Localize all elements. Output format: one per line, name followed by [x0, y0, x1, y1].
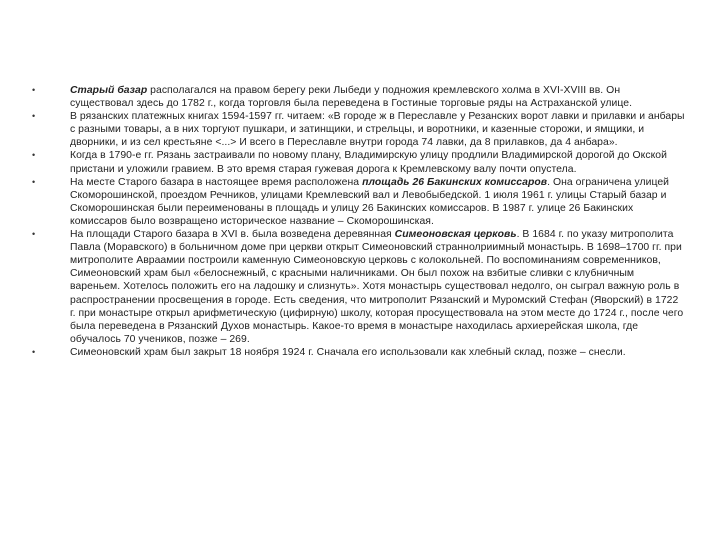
bullet-list	[30, 84, 686, 359]
paragraph-text: . Она ограничена улицей Скоморошинской, проездом Речников, улицами Кремлевский вал и Левобыбедской. 1 июля 1961 г. улицы Старый базар и Скоморошинская были переименованы в площадь и улицу 26 Бакинских комиссаров. В 1987 г. улице 26 Бакинских комиссаров было возвращено историческое название – Скоморошинская.	[70, 176, 670, 227]
paragraph-text: . В 1684 г. по указу митрополита Павла (Моравского) в больничном доме при церкви открыт Симеоновский страннолриимный монастырь. В 1698–1700 гг. при митрополите Авраамии построили каменную Симеоновскую церковь с колокольней. По воспоминаниям современников, Симеоновский храм был «белоснежный, с красными наличниками. Он был похож на взбитые сливки с клубничным вареньем. Хотелось положить его на ладошку и слизнуть». Хотя монастырь существовал недолго, он сыграл важную роль в распространении просвещения в городе. Есть сведения, что митрополит Рязанский и Муромский Стефан (Яворский) в 1722 г. при монастыре открыл арифметическую (цифирную) школу, которая просуществовала на этом месте до 1724 г., после чего была переведена в Рязанский Духов монастырь. Какое-то время в монастыре находилась архиерейская школа, где обучалось 70 учеников, позже – 269.	[70, 229, 684, 345]
highlight-term: Симеоновская церковь	[394, 229, 517, 241]
bullet-item	[30, 110, 686, 149]
slide-body	[30, 84, 686, 359]
bullet-item	[30, 149, 686, 175]
paragraph-text: На месте Старого базара в настоящее время расположена	[70, 176, 363, 188]
bullet-item	[30, 346, 686, 359]
paragraph-text: В рязанских платежных книгах 1594-1597 гг. читаем: «В городе ж в Переславле у Резанских ворот лавки и прилавки и анбары с разными товары, а в них торгуют пушкари, и затинщики, и стрельцы, и воротники, и казенные сторожи, и ямщики, и дворники, и из сел крестьяне <...> И всего в Переславле внутри города 74 лавки, да 8 прилавков, да 4 анбара».	[70, 111, 685, 149]
paragraph-text: Симеоновский храм был закрыт 18 ноября 1924 г. Сначала его использовали как хлебный склад, позже – снесли.	[70, 346, 626, 358]
paragraph-text: На площади Старого базара в XVI в. была возведена деревянная	[70, 229, 395, 241]
bullet-icon: •	[32, 85, 36, 95]
bullet-icon: •	[32, 111, 36, 122]
bullet-item	[30, 228, 686, 346]
bullet-icon: •	[32, 176, 36, 187]
paragraph-text: Когда в 1790-е гг. Рязань застраивали по новому плану, Владимирскую улицу продлили Владимирской дорогой до Окской пристани и уложили гравием. В это время старая гужевая дорога к Кремлевскому валу почти опустела.	[70, 150, 667, 175]
paragraph-text: располагался на правом берегу реки Лыбеди у подножия кремлевского холма в XVI-XVIII вв. Он существовал здесь до 1782 г., когда торговля была переведена в Гостиные торговые ряды на Астраханской улице.	[70, 85, 633, 110]
highlight-term: Старый базар	[70, 85, 148, 96]
bullet-item	[30, 176, 686, 228]
bullet-icon: •	[32, 229, 36, 240]
bullet-item	[30, 84, 686, 110]
highlight-term: площадь 26 Бакинских комиссаров	[362, 176, 548, 188]
bullet-icon: •	[32, 346, 36, 357]
bullet-icon: •	[32, 150, 36, 161]
